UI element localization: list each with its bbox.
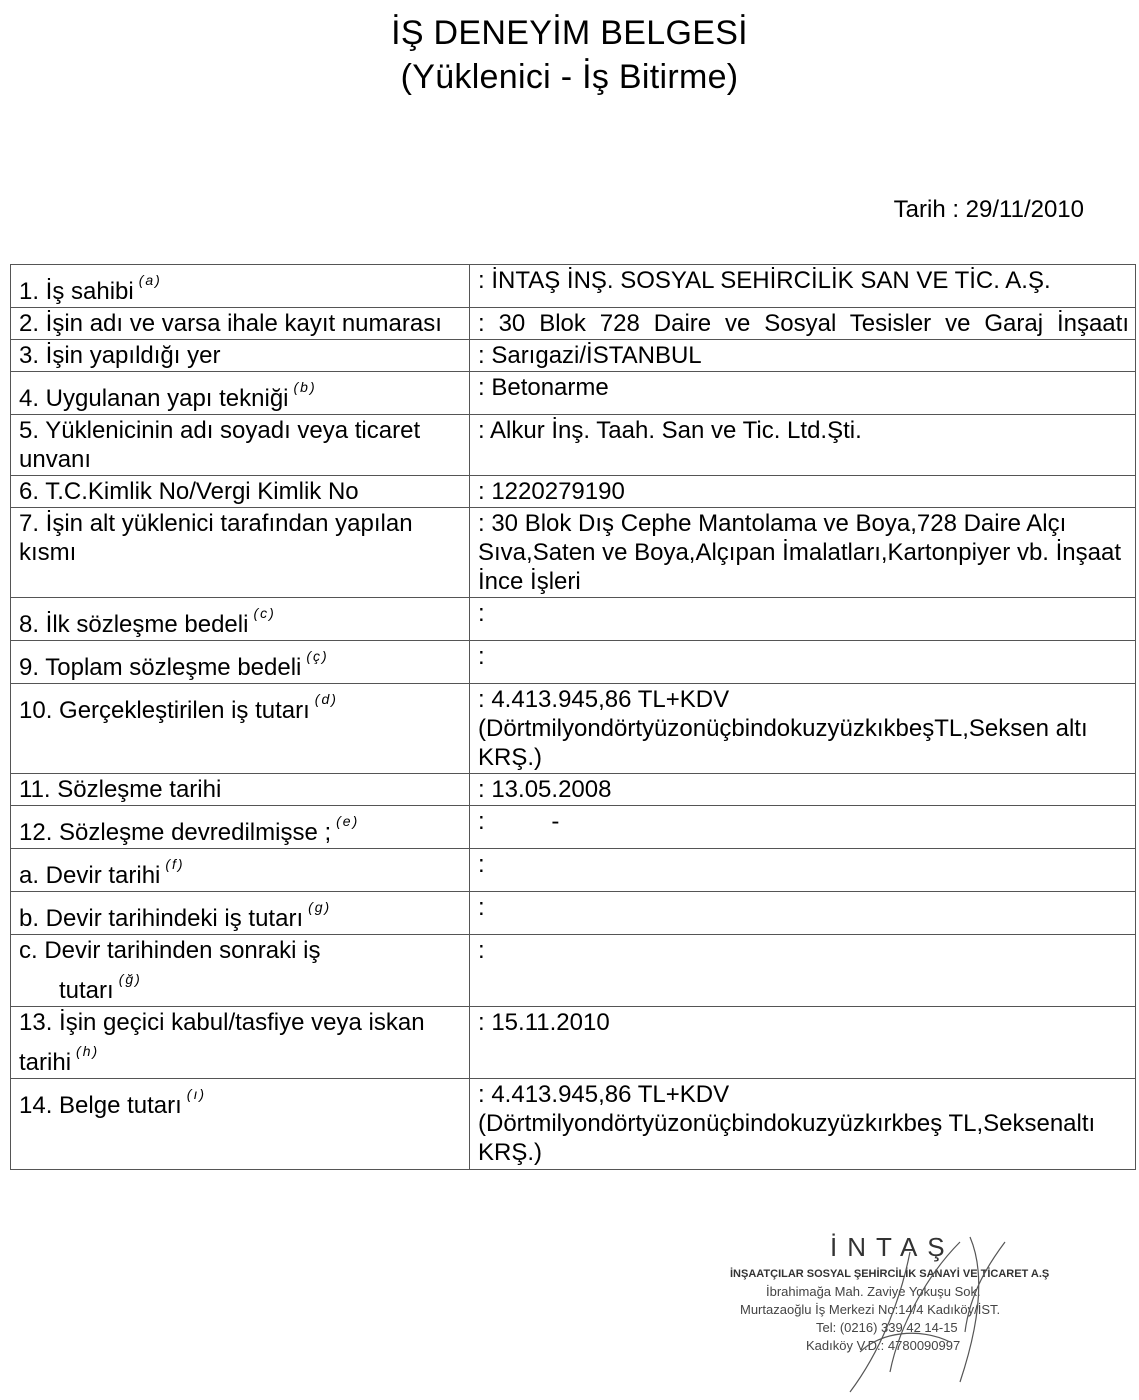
- row-value: : İNTAŞ İNŞ. SOSYAL SEHİRCİLİK SAN VE TİC. A.Ş.: [470, 265, 1136, 308]
- row-value: :: [470, 849, 1136, 892]
- row-value: : 4.413.945,86 TL+KDV (Dörtmilyondörtyüzonüçbindokuzyüzkırkbeş TL,Seksenaltı KRŞ.): [470, 1079, 1136, 1170]
- row-label: 6. T.C.Kimlik No/Vergi Kimlik No: [11, 476, 470, 508]
- row-value: : Betonarme: [470, 372, 1136, 415]
- row-value: : Sarıgazi/İSTANBUL: [470, 340, 1136, 372]
- footnote-marker: (ç): [306, 648, 329, 664]
- table-row: [11, 1007, 1136, 1079]
- row-label: 1. İş sahibi $^{(a)}$: [11, 265, 470, 308]
- company-stamp: [730, 1232, 1070, 1397]
- footnote-marker: (b): [293, 379, 317, 395]
- row-label: b. Devir tarihindeki iş tutarı $^{(g)}$: [11, 892, 470, 935]
- row-label: 8. İlk sözleşme bedeli $^{(c)}$: [11, 598, 470, 641]
- footnote-marker: (g): [308, 899, 332, 915]
- footnote-marker: (ı): [186, 1086, 206, 1102]
- footnote-marker: (c): [253, 605, 276, 621]
- row-value: : 30 Blok Dış Cephe Mantolama ve Boya,728 Daire Alçı Sıva,Saten ve Boya,Alçıpan İmalatları,Kartonpiyer vb. İnşaat İnce İşleri: [470, 508, 1136, 598]
- row-label: 13. İşin geçici kabul/tasfiye veya iskan tarihi $^{(h)}$: [11, 1007, 470, 1079]
- row-value: : 15.11.2010: [470, 1007, 1136, 1079]
- signature-icon: [730, 1232, 1070, 1397]
- footnote-marker: (ğ): [118, 971, 142, 987]
- table-row: [11, 598, 1136, 641]
- row-label: 4. Uygulanan yapı tekniği $^{(b)}$: [11, 372, 470, 415]
- row-label: 3. İşin yapıldığı yer: [11, 340, 470, 372]
- table-row: [11, 508, 1136, 598]
- stamp-address-1: İbrahimağa Mah. Zaviye Yokuşu Sok.: [766, 1284, 981, 1299]
- table-row: [11, 774, 1136, 806]
- stamp-logo: İNTAŞ: [830, 1232, 955, 1262]
- row-label: 11. Sözleşme tarihi: [11, 774, 470, 806]
- row-label: c. Devir tarihinden sonraki iş tutarı $^{(ğ)}$: [11, 935, 470, 1007]
- row-value: : 30 Blok 728 Daire ve Sosyal Tesisler ve Garaj İnşaatı: [470, 308, 1136, 340]
- table-row: [11, 1079, 1136, 1170]
- row-label: a. Devir tarihi $^{(f)}$: [11, 849, 470, 892]
- footnote-marker: (h): [76, 1043, 100, 1059]
- table-row: [11, 415, 1136, 476]
- stamp-company: İNŞAATÇILAR SOSYAL ŞEHİRCİLİK SANAYİ VE TİCARET A.Ş: [730, 1268, 1050, 1280]
- footnote-marker: (d): [314, 691, 338, 707]
- row-value: : Alkur İnş. Taah. San ve Tic. Ltd.Şti.: [470, 415, 1136, 476]
- table-row: [11, 265, 1136, 308]
- table-row: [11, 806, 1136, 849]
- document-subtitle: (Yüklenici - İş Bitirme): [400, 58, 739, 96]
- table-row: [11, 641, 1136, 684]
- table-row: [11, 684, 1136, 774]
- footnote-marker: (e): [336, 813, 360, 829]
- footnote-marker: (f): [165, 856, 185, 872]
- stamp-phone: Tel: (0216) 339 42 14-15: [816, 1320, 958, 1335]
- table-row: [11, 892, 1136, 935]
- table-row: [11, 308, 1136, 340]
- row-label: 10. Gerçekleştirilen iş tutarı $^{(d)}$: [11, 684, 470, 774]
- row-value: : 13.05.2008: [470, 774, 1136, 806]
- row-value: : 4.413.945,86 TL+KDV (DörtmilyondörtyüzonüçbindokuzyüzkıkbeşTL,Seksen altı KRŞ.): [470, 684, 1136, 774]
- document-title: İŞ DENEYİM BELGESİ: [391, 14, 748, 52]
- row-value: : -: [470, 806, 1136, 849]
- table-row: [11, 476, 1136, 508]
- row-value: : 1220279190: [470, 476, 1136, 508]
- row-label: 12. Sözleşme devredilmişse ; $^{(e)}$: [11, 806, 470, 849]
- row-value: :: [470, 892, 1136, 935]
- document-date: Tarih : 29/11/2010: [893, 196, 1084, 223]
- row-value: :: [470, 598, 1136, 641]
- row-label: 5. Yüklenicinin adı soyadı veya ticaret unvanı: [11, 415, 470, 476]
- row-value: :: [470, 935, 1136, 1007]
- certificate-table: [10, 264, 1136, 1170]
- footnote-marker: (a): [138, 272, 162, 288]
- row-value: :: [470, 641, 1136, 684]
- row-label: 7. İşin alt yüklenici tarafından yapılan kısmı: [11, 508, 470, 598]
- table-row: [11, 340, 1136, 372]
- table-row: [11, 935, 1136, 1007]
- row-label: 2. İşin adı ve varsa ihale kayıt numarası: [11, 308, 470, 340]
- table-row: [11, 372, 1136, 415]
- table-row: [11, 849, 1136, 892]
- row-label: 9. Toplam sözleşme bedeli $^{(ç)}$: [11, 641, 470, 684]
- row-label: 14. Belge tutarı $^{(ı)}$: [11, 1079, 470, 1170]
- stamp-address-2: Murtazaoğlu İş Merkezi No:14/4 Kadıköy/İST.: [740, 1302, 1001, 1317]
- stamp-tax: Kadıköy V.D.: 4780090997: [806, 1338, 961, 1353]
